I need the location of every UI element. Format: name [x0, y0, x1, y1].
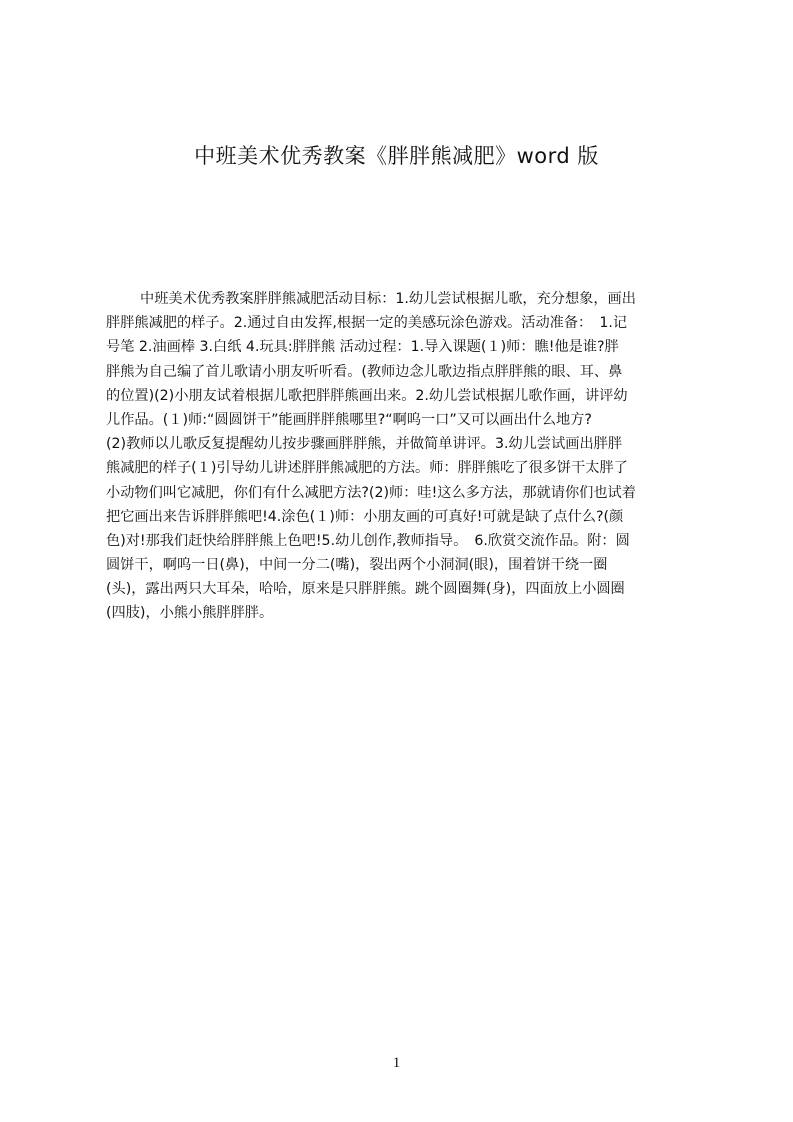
text-line: 的位置)(2)小朋友试着根据儿歌把胖胖熊画出来。2.幼儿尝试根据儿歌作画，讲评幼: [106, 387, 628, 404]
text-line: 把它画出来告诉胖胖熊吧!4.涂色(１)师：小朋友画的可真好!可就是缺了点什么?(颜: [106, 508, 624, 525]
text-line: 号笔 2.油画棒 3.白纸 4.玩具:胖胖熊 活动过程：1.导入课题(１)师：瞧!他是谁?胖: [106, 339, 619, 356]
text-line: 小动物们叫它减肥，你们有什么减肥方法?(2)师：哇!这么多方法，那就请你们也试着: [106, 484, 636, 501]
text-line: (四肢)，小熊小熊胖胖胖。: [106, 605, 274, 622]
text-line: (2)教师以儿歌反复提醒幼儿按步骤画胖胖熊，并做简单讲评。3.幼儿尝试画出胖胖: [106, 436, 623, 453]
page-number: 1: [392, 1055, 401, 1071]
text-line: 色)对!那我们赶快给胖胖熊上色吧!5.幼儿创作,教师指导。 6.欣赏交流作品。附：圆: [106, 532, 630, 549]
text-line: 胖熊为自己编了首儿歌请小朋友听听看。(教师边念儿歌边指点胖胖熊的眼、耳、鼻: [106, 363, 623, 380]
page-title: 中班美术优秀教案《胖胖熊减肥》word 版: [194, 144, 599, 168]
text-line: (头)，露出两只大耳朵，哈哈，原来是只胖胖熊。跳个圆圈舞(身)，四面放上小圆圈: [106, 581, 625, 598]
text-line: 熊减肥的样子(１)引导幼儿讲述胖胖熊减肥的方法。师：胖胖熊吃了很多饼干太胖了: [106, 460, 628, 477]
text-line: 中班美术优秀教案胖胖熊减肥活动目标：1.幼儿尝试根据儿歌，充分想象，画出: [140, 291, 636, 307]
text-line: 儿作品。(１)师:“圆圆饼干”能画胖胖熊哪里?“啊呜一口”又可以画出什么地方?: [106, 411, 592, 428]
text-line: 胖胖熊减肥的样子。2.通过自由发挥,根据一定的美感玩涂色游戏。活动准备： 1.记: [106, 315, 628, 332]
document-body: [106, 287, 698, 626]
text-line: 圆饼干，啊呜一日(鼻)，中间一分二(嘴)，裂出两个小洞洞(眼)，围着饼干绕一圈: [106, 557, 608, 574]
